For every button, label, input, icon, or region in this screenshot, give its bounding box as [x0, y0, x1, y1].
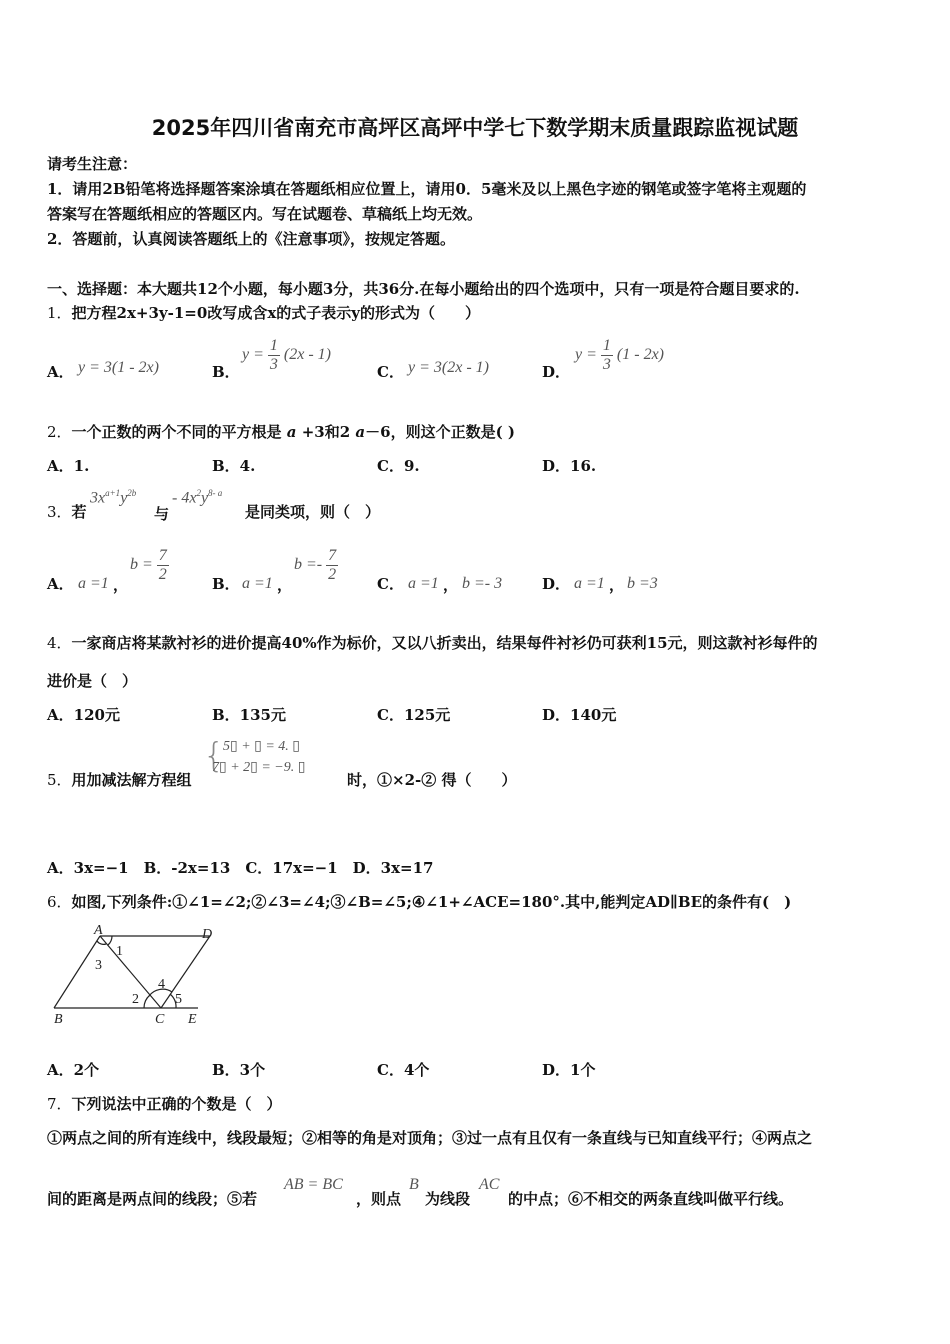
question-1-number: 1．: [47, 304, 72, 322]
edge-ac: [100, 936, 161, 1008]
q7-expr-ab-bc: AB = BC: [284, 1176, 343, 1193]
q4-option-a: A．120元: [47, 706, 120, 724]
q3-option-c-b: b =- 3: [462, 575, 503, 592]
q1-option-b-label: B．: [212, 363, 240, 381]
notice-line-1: 1．请用2B铅笔将选择题答案涂填在答题纸相应位置上，请用0．5毫米及以上黑色字迹的钢笔或签字笔将主观题的: [47, 180, 807, 198]
q1-option-d-label: D．: [542, 363, 571, 381]
notice-line-1b: 答案写在答题纸相应的答题区内。写在试题卷、草稿纸上均无效。: [47, 205, 483, 223]
question-1-text: 把方程2x+3y-1=0改写成含x的式子表示y的形式为（ ）: [71, 304, 480, 322]
question-7: 7．下列说法中正确的个数是（ ）: [47, 1095, 282, 1113]
edge-ab: [54, 936, 100, 1008]
label-3: 3: [95, 958, 102, 973]
question-6: 6．如图,下列条件:①∠1=∠2;②∠3=∠4;③∠B=∠5;④∠1+∠ACE=180°.其中,能判定AD∥BE的条件有( ): [47, 893, 792, 911]
q7-expr-b: B: [409, 1176, 419, 1193]
question-7-line-2b: ，则点: [356, 1190, 402, 1208]
parallelogram-figure: [48, 924, 223, 1028]
q3-option-c-a: a =1: [408, 575, 439, 592]
question-4-line-2: 进价是（ ）: [47, 672, 138, 690]
q6-option-c: C．4个: [377, 1061, 430, 1079]
arc-1: [108, 936, 112, 945]
q2-option-b: B．4.: [212, 457, 256, 475]
label-d: D: [202, 927, 213, 942]
q2-option-c: C．9.: [377, 457, 420, 475]
q3-term-2: - $4x^2y^{8- a}$: [172, 488, 223, 507]
question-2: 2．一个正数的两个不同的平方根是 a +3和2 a－6，则这个正数是( ): [47, 423, 515, 441]
question-5: 5．用加减法解方程组: [47, 771, 192, 789]
label-1: 1: [116, 944, 123, 959]
question-3: 3．若: [47, 503, 87, 521]
q1-option-c-label: C．: [377, 363, 404, 381]
q3-term-1: $3x^{a+1}y^{2b}$: [90, 488, 137, 507]
question-5-post: 时，①×2-② 得（ ）: [347, 771, 517, 789]
q4-option-c: C．125元: [377, 706, 451, 724]
q3-option-d-a: a =1: [574, 575, 605, 592]
question-7-line-2c: 为线段: [425, 1190, 471, 1208]
brace-icon: {: [203, 736, 225, 776]
q1-option-d-expr: y = $\frac{1}{3}$ (1 - 2x): [575, 337, 664, 373]
q3-option-b-a: a =1: [242, 575, 273, 592]
q1-option-a-label: A．: [47, 363, 74, 381]
edge-dc: [161, 936, 210, 1008]
q3-option-a-a: a =1: [78, 575, 109, 592]
label-5: 5: [175, 992, 182, 1007]
notice-line-2: 2．答题前，认真阅读答题纸上的《注意事项》，按规定答题。: [47, 230, 455, 248]
q3-option-a-b: b = $\frac{7}{2}$: [130, 547, 167, 583]
label-4: 4: [158, 977, 165, 992]
question-1: [47, 302, 480, 323]
question-7-line-2d: 的中点；⑥不相交的两条直线叫做平行线。: [508, 1190, 794, 1208]
label-c: C: [155, 1012, 165, 1027]
page-title: 2025年四川省南充市高坪区高坪中学七下数学期末质量跟踪监视试题: [151, 116, 799, 140]
q3-mid: 与: [154, 505, 170, 523]
label-b: B: [54, 1012, 63, 1027]
equation-2: 7▯ + 2▯ = −9. ▯: [212, 760, 306, 775]
q3-option-d-label: D．: [542, 575, 571, 593]
q6-option-a: A．2个: [47, 1061, 100, 1079]
q2-option-d: D．16.: [542, 457, 597, 475]
q3-option-c-label: C．: [377, 575, 404, 593]
q1-option-a-expr: y = 3(1 - 2x): [78, 359, 159, 376]
q6-option-b: B．3个: [212, 1061, 266, 1079]
q1-option-c-expr: y = 3(2x - 1): [408, 359, 489, 376]
q3-option-b-label: B．: [212, 575, 240, 593]
equation-system: [203, 738, 341, 780]
label-a: A: [94, 924, 103, 938]
q6-option-d: D．1个: [542, 1061, 596, 1079]
q1-option-b-expr: y = $\frac{1}{3}$ (2x - 1): [242, 337, 331, 373]
section-heading: 一、选择题：本大题共12个小题，每小题3分，共36分.在每小题给出的四个选项中，只有一项是符合题目要求的.: [47, 280, 800, 298]
q3-option-d-b: b =3: [627, 575, 658, 592]
q3-post: 是同类项，则（ ）: [245, 503, 381, 521]
q4-option-b: B．135元: [212, 706, 286, 724]
question-7-line-1: ①两点之间的所有连线中，线段最短；②相等的角是对顶角；③过一点有且仅有一条直线与已知直线平行；④两点之: [47, 1129, 813, 1147]
arc-2: [144, 995, 150, 1008]
q3-option-b-b: b =- $\frac{7}{2}$: [294, 547, 337, 583]
q5-options: A．3x=−1 B．-2x=13 C．17x=−1 D．3x=17: [47, 859, 434, 877]
question-4: 4．一家商店将某款衬衫的进价提高40%作为标价，又以八折卖出，结果每件衬衫仍可获利15元，则这款衬衫每件的: [47, 634, 818, 652]
q3-option-a-label: A．: [47, 575, 74, 593]
equation-1: 5▯ + ▯ = 4. ▯: [223, 739, 301, 754]
q7-expr-ac: AC: [479, 1176, 500, 1193]
question-7-line-2a: 间的距离是两点间的线段；⑤若: [47, 1190, 258, 1208]
q4-option-d: D．140元: [542, 706, 617, 724]
label-e: E: [188, 1012, 197, 1027]
q2-option-a: A．1.: [47, 457, 90, 475]
notice-heading: 请考生注意：: [47, 155, 138, 173]
label-2: 2: [132, 992, 139, 1007]
